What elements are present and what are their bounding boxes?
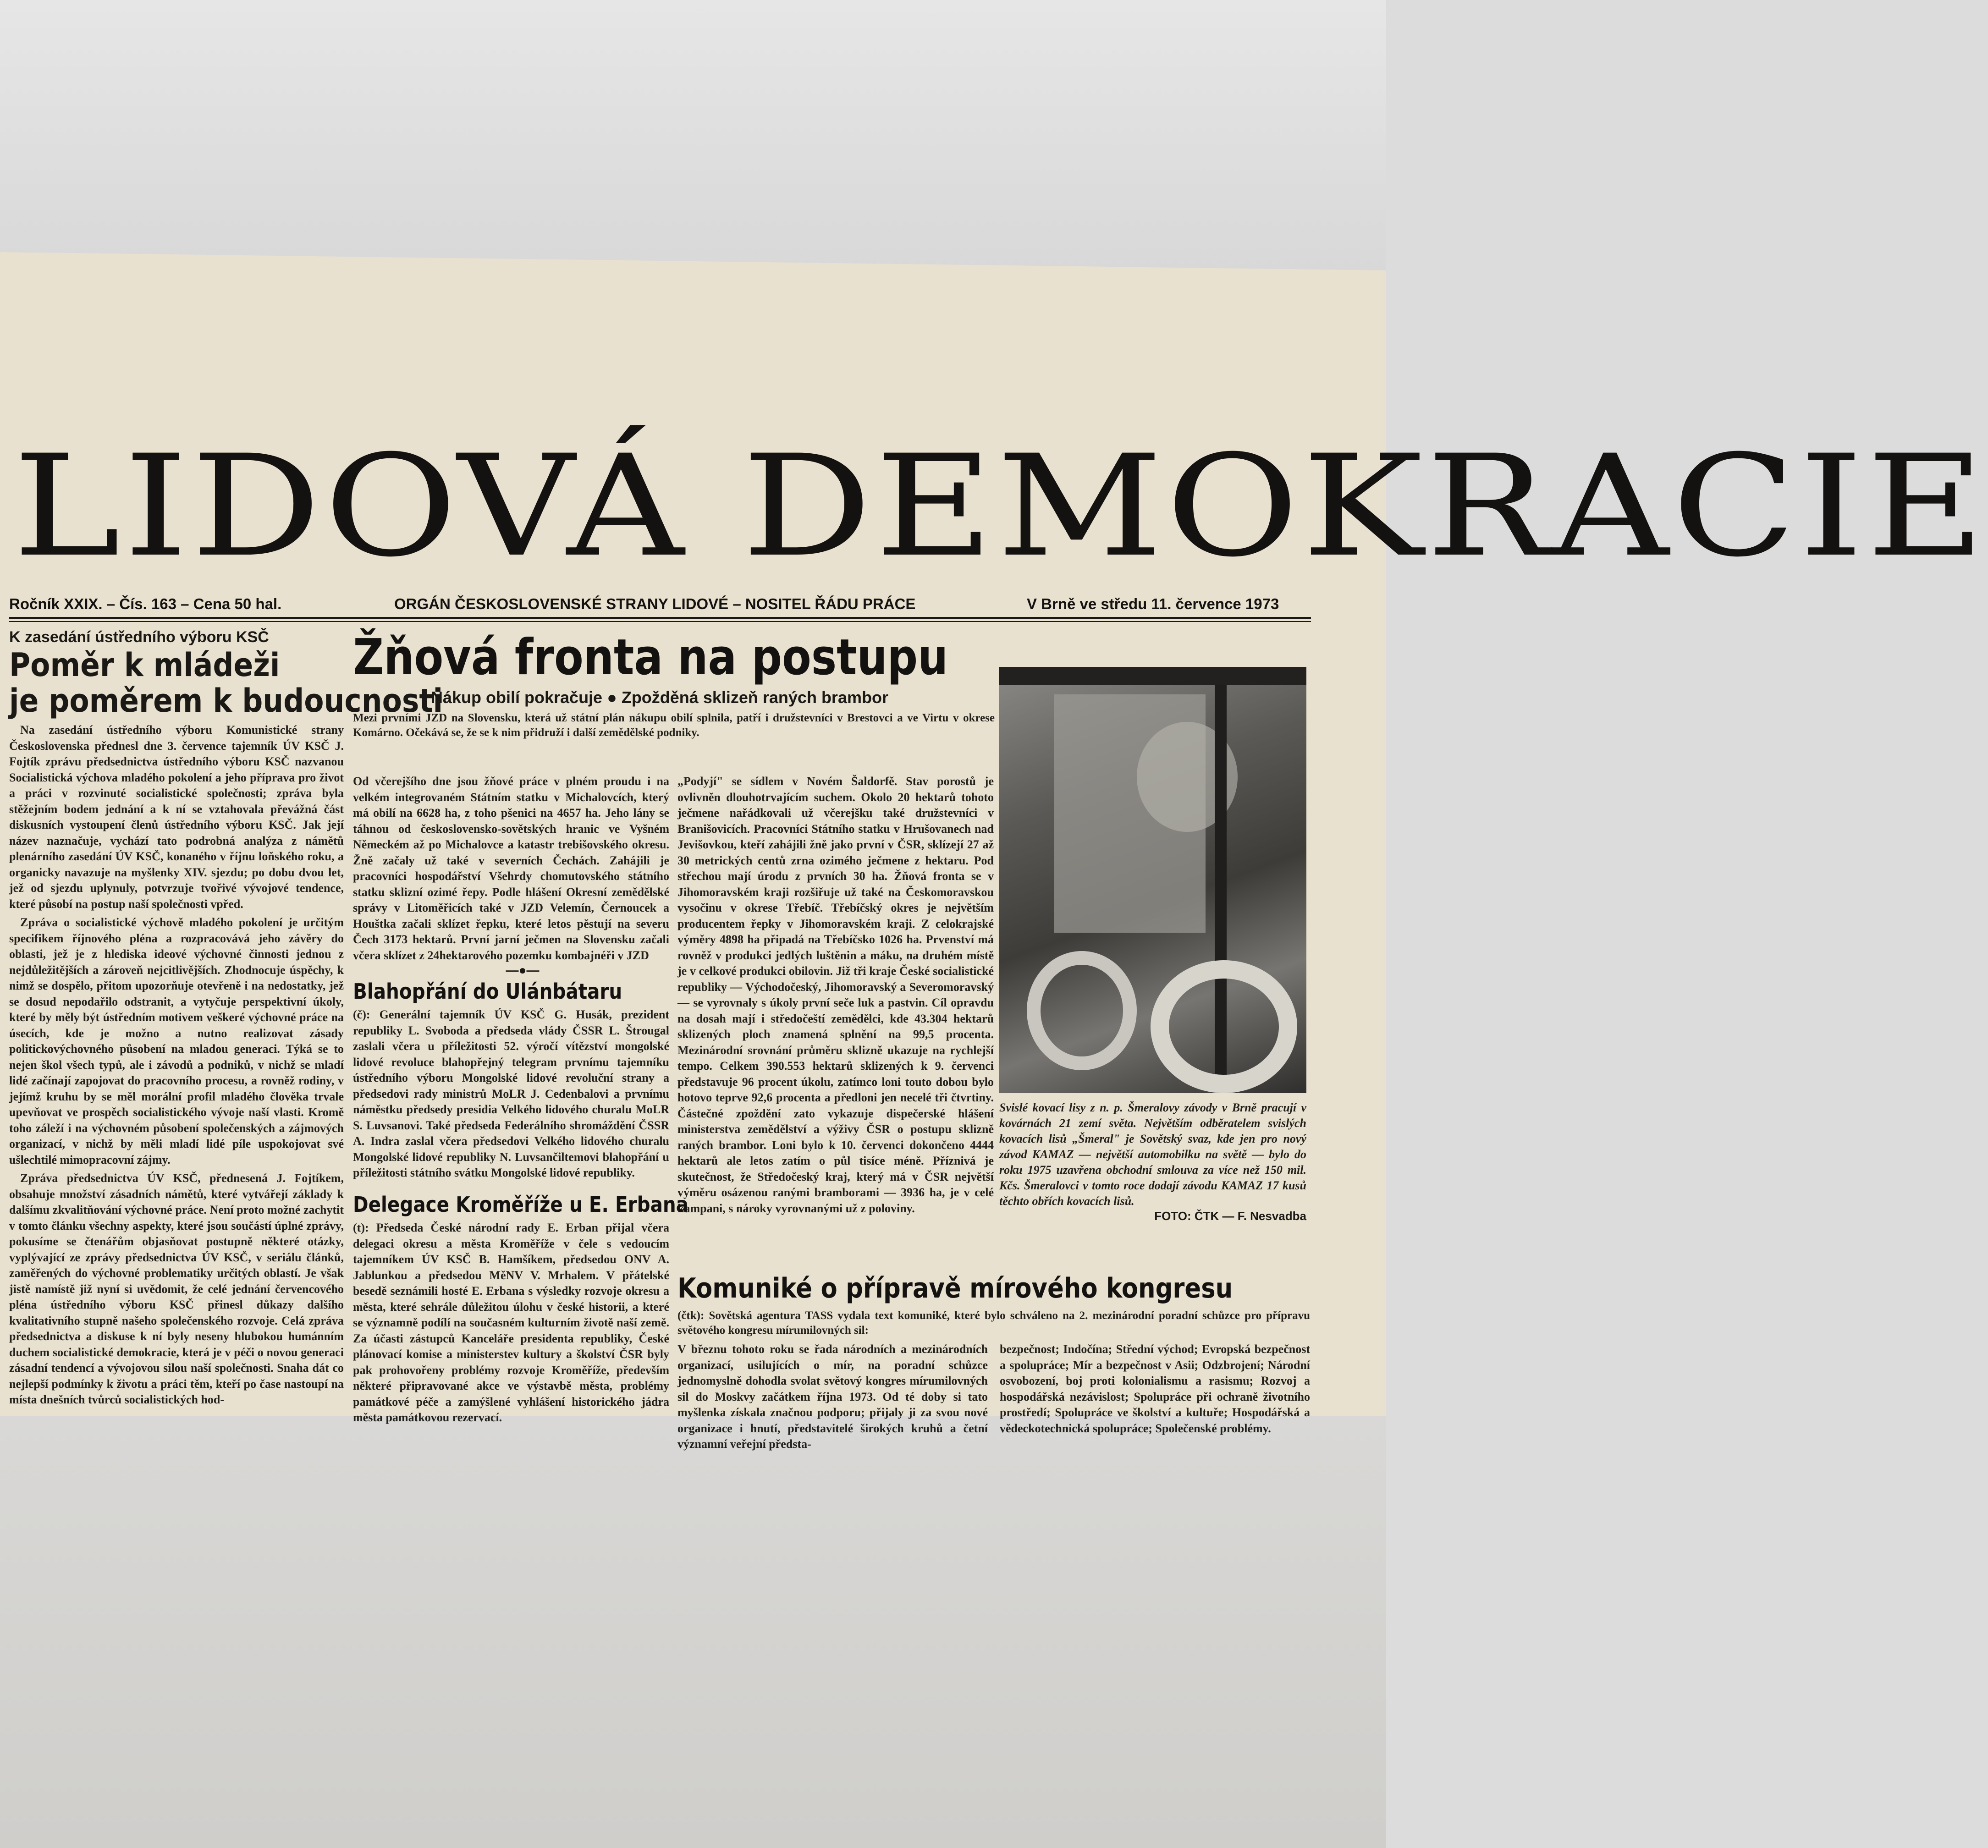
komunike-headline: Komuniké o přípravě mírového kongresu: [677, 1272, 1233, 1304]
komunike-col2: bezpečnost; Indočína; Střední východ; Evropská bezpečnost a spolupráce; Mír a bezpečnost v Asii; Odzbrojení; Národní osvobození, boj proti kolonialismu a rasismu; Rozvoj a hospodářská nezávislost; Spolupráce při ochraně životního prostředí; Spolupráce ve školství a kultuře; Hospodářská a vědeckotechnická spolupráce; Společenské problémy.: [1000, 1342, 1310, 1435]
main-headline: Žňová fronta na postupu: [353, 629, 948, 686]
issue-info: Ročník XXIX. – Čís. 163 – Cena 50 hal.: [9, 595, 282, 612]
photo-caption-block: [999, 1100, 1306, 1223]
photo-caption: Svislé kovací lisy z n. p. Šmeralovy závody v Brně pracují v kovárnách 21 zemí světa. Největším odběratelem svislých kovacích lisů „Šmeral" je Sovětský svaz, kde jen pro nový závod KAMAZ — největší automobilku na světě — bylo do roku 1975 uzavřena obchodní smlouva za více než 150 mil. Kčs. Šmeralovci v tomto roce dodají závodu KAMAZ 17 kusů těchto obřích kovacích lisů.: [999, 1101, 1306, 1208]
komunike-lead: (čtk): Sovětská agentura TASS vydala text komuniké, které bylo schváleno na 2. mezinárodní poradní schůzce pro přípravu světového kongresu mírumilovných sil:: [677, 1309, 1310, 1336]
blahoprani-body: (č): Generální tajemník ÚV KSČ G. Husák, prezident republiky L. Svoboda a předseda vlády ČSSR L. Štrougal zaslali včera u příležitosti 52. výročí vítězství mongolské lidové revoluce blahopřejný telegram prvnímu tajemníku ústředního výboru Mongolské lidové revoluční strany a předsedovi rady ministrů MoLR J. Cedenbalovi a prvnímu náměstku předsedy presidia Velkého lidového churalu MoLR S. Luvsanovi. Také předseda Federálního shromáždění ČSSR A. Indra zaslal včera předsedovi Velkého lidového churalu Mongolské lidové republiky N. Luvsančiltemovi blahopřání u příležitosti státního svátku Mongolské lidové republiky.: [353, 1008, 669, 1179]
left-headline-line2: je poměrem k budoucnosti: [9, 682, 443, 720]
komunike-article: [677, 1272, 1310, 1451]
blahoprani-article: [353, 979, 669, 1190]
left-article-body: [9, 722, 344, 1406]
delegace-article: [353, 1192, 689, 1424]
background-top: [0, 0, 1386, 275]
masthead-rule: [9, 617, 1311, 619]
masthead-rule-thin: [9, 621, 1311, 622]
left-kicker: K zasedání ústředního výboru KSČ: [9, 628, 269, 646]
main-article: [353, 630, 995, 740]
main-article-col1: Od včerejšího dne jsou žňové práce v plném proudu i na velkém integrovaném Státním statku v Michalovcích, který má obilí na 6628 ha, z toho pšenici na 4657 ha. Jeho lány se táhnou od československo-sovětských hranic ve Vyšném Německém až po Michalovce a katastr trebišovského okresu. Žně začaly už také v severních Čechách. Zahájili je pracovníci hospodářství Všehrdy chomutovského státního statku sklizní ozimé řepy. Podle hlášení Okresní zemědělské správy v Litoměřicích také v JZD Velemín, Černoucek a Houštka začali sklízet řepku, které letos pěstují na severu Čech 3173 hektarů. První jarní ječmen na Slovensku začali včera sklízet z 24hektarového pozemku kombajnéři v JZD: [353, 775, 669, 962]
blahoprani-headline: Blahopřání do Ulánbátaru: [353, 979, 622, 1004]
date-info: V Brně ve středu 11. července 1973: [1027, 595, 1279, 612]
left-headline-line1: Poměr k mládeži: [9, 646, 280, 684]
komunike-columns: [677, 1342, 1310, 1451]
left-paragraph: Na zasedání ústředního výboru Komunistické strany Československa přednesl dne 3. července tajemník ÚV KSČ J. Fojtík zprávu předsednictva ústředního výboru KSČ nazvanou Socialistická výchova mladého pokolení a jeho příprava pro život a práci v rozvinuté socialistické společnosti; zpráva byla stěžejním bodem jednání a k ní se vztahovala převážná část diskusních vystoupení členů ústředního výboru KSČ. Jak její název naznačuje, vychází tato podrobná analýza z námětů plenárního zasedání ÚV KSČ, konaného v říjnu loňského roku, a organicky navazuje na myšlenky XIV. sjezdu; po dobu dvou let, jež od sjezdu uplynuly, potvrzuje tvořivé vývojové tendence, které působí na postup naší společnosti vpřed.: [9, 723, 344, 911]
photo-credit: FOTO: ČTK — F. Nesvadba: [1154, 1209, 1306, 1223]
main-subhead: Nákup obilí pokračuje ● Zpožděná sklizeň raných brambor: [431, 688, 888, 707]
delegace-body: (t): Předseda České národní rady E. Erban přijal včera delegaci okresu a města Kroměříže v čele s vedoucím tajemníkem ÚV KSČ B. Hamšíkem, předsedou ONV A. Jablunkou a předsedou MěNV V. Mrhalem. V přátelské besedě seznámili hosté E. Erbana s výsledky rozvoje okresu a města, které sehrále důležitou úlohu v české historii, a které se významně podílí na současném kulturním životě naší země. Za účasti zástupců Kanceláře presidenta republiky, České plánovací komise a ministerstev kultury a školství ČSR byly pak prohovořeny problémy rozvoje Kroměříže, především některé připravované akce ve výstavbě města, problémy památkové péče a zamýšlené vyhlášení historického jádra města památkovou rezervací.: [353, 1221, 669, 1424]
left-article: [9, 627, 443, 1406]
komunike-col1: V březnu tohoto roku se řada národních a mezinárodních organizací, usilujících o mír, na poradní schůzce jednomyslně dohodla svolat světový kongres mírumilovných sil do Moskvy začátkem října 1973. Od té doby si tato myšlenka získala značnou podporu; přijaly ji za svou nové organizace i hnutí, představitelé širokých kruhů a četní významní veřejní předsta-: [677, 1342, 988, 1451]
forging-press-photo: [999, 667, 1306, 1093]
main-article-col2: „Podyjí" se sídlem v Novém Šaldorfě. Stav porostů je ovlivněn dlouhotrvajícím suchem. Okolo 20 hektarů tohoto ječmene nařádkovali už včerejšku také družstevníci v Branišovicích. Pracovníci Státního statku v Hrušovanech nad Jevišovkou, kteří zahájili žně jako první v ČSR, sklízejí 27 až 30 metrických centů zrna ozimého ječmene z hektaru. Pod střechou mají úrodu z prvních 30 ha. Žňová fronta se v Jihomoravském kraji rozšiřuje už také na Českomoravskou vysočinu v okrese Třebíč. Třebíčský okres je největším producentem řepky v Jihomoravském kraji. Z celokrajské výměry 4898 ha připadá na Třebíčsko 1026 ha. Prvenství má rovněž v produkci jedlých luštěnin a máku, na druhém místě je v celkové produkci obilovin. Již tři kraje České socialistické republiky — Východočeský, Jihomoravský a Severomoravský — se vyrovnaly s úkoly první seče luk a pastvin. Cíl opravdu na dosah mají i středočeští zemědělci, kde 43.304 hektarů sklizených ploch znamená splnění na 99,5 procenta. Mezinárodní srovnání průměru sklizně ukazuje na rychlejší tempo. Celkem 390.553 hektarů sklizených k 9. červenci představuje 96 procent úkolu, zatímco loni touto dobou bylo hotovo teprve 92,6 procenta a předloni jen necelé tři čtvrtiny. Částečné zpoždění zato vykazuje dispečerské hlášení ministerstva zemědělství a výživy ČSR o postupu sklizně raných brambor. Loni bylo k 10. červenci dokončeno 4444 hektarů ale letos zatím o půl tisíce méně. Příznivá je skutečnost, že Středočeský kraj, který má v ČSR největší výměru osázenou ranými bramborami — 3936 ha, je v celé kampani, s nároky vyrovnanými už z poloviny.: [677, 775, 994, 1215]
main-lead: Mezi prvními JZD na Slovensku, která už státní plán nákupu obilí splnila, patří i družstevníci v Brestovci a ve Virtu v okrese Komárno. Očekává se, že se k nim přidruží i další zemědělské podniky.: [353, 712, 995, 739]
masthead-title: LIDOVÁ DEMOKRACIE: [13, 425, 1988, 588]
delegace-headline: Delegace Kroměříže u E. Erbana: [353, 1192, 689, 1217]
section-divider: —●—: [506, 963, 540, 977]
organ-info: ORGÁN ČESKOSLOVENSKÉ STRANY LIDOVÉ – NOSITEL ŘÁDU PRÁCE: [394, 595, 916, 612]
background-bottom: [0, 1412, 1386, 1848]
left-paragraph: Zpráva předsednictva ÚV KSČ, přednesená J. Fojtíkem, obsahuje množství zásadních námětů, které vytvářejí základy k dalšímu zkvalitňování výchovné práce. Není proto možné zachytit v tomto článku všechny aspekty, které jsou součástí úplné zprávy, pokusíme se čtenářům objasňovat postupně některé otázky, vyplývající ze zprávy předsednictva ÚV KSČ, v seriálu článků, zaměřených do výchovné problematiky určitých oblastí. Je však jistě namístě již nyní si uvědomit, že celé jednání červencového pléna ústředního výboru KSČ přinesl důkazy dalšího kvalitativního stupně našeho společenského rozvoje. Celá zpráva předsednictva a diskuse k ní byly neseny hlubokou humánním duchem socialistické demokracie, která je v péči o novou generaci zásadní tendencí a vývojovou silou naší společnosti. Snaha dát co nejlepší podmínky k životu a práci těm, kteří po čase nastoupí na místa dnešních tvůrců socialistických hod-: [9, 1172, 344, 1406]
left-paragraph: Zpráva o socialistické výchově mladého pokolení je určitým specifikem říjnového pléna a rozpracovává jeho závěry do oblasti, jež je z hlediska ideové výchovné činnosti jednou z nejdůležitějších a zároveň nejcitlivějších. Zhodnocuje úspěchy, k nimž se dospělo, přitom upozorňuje otevřeně i na nedostatky, jež se dosud nepodařilo odstranit, a vytyčuje perspektivní úkoly, které by měly být ústředním motivem veškeré výchovné práce na úsecích, kde je možno a nutno realizovat zásady politickovýchovného působení na mladou generaci. Týká se to nejen škol všech typů, ale i závodů a podniků, v nichž se mladí lidé začínají zapojovat do pracovního procesu, a rovněž rodiny, v jejímž kruhu by se měl morální profil mladého člověka trvale upevňovat ve prospěch socialistického vývoje naší vlasti. Kromě toho záleží i na výchovném působení společenských a zájmových organizací, v nichž by měli mladí lidé píle uspokojovat své ušlechtilé mimopracovní zájmy.: [9, 916, 344, 1166]
